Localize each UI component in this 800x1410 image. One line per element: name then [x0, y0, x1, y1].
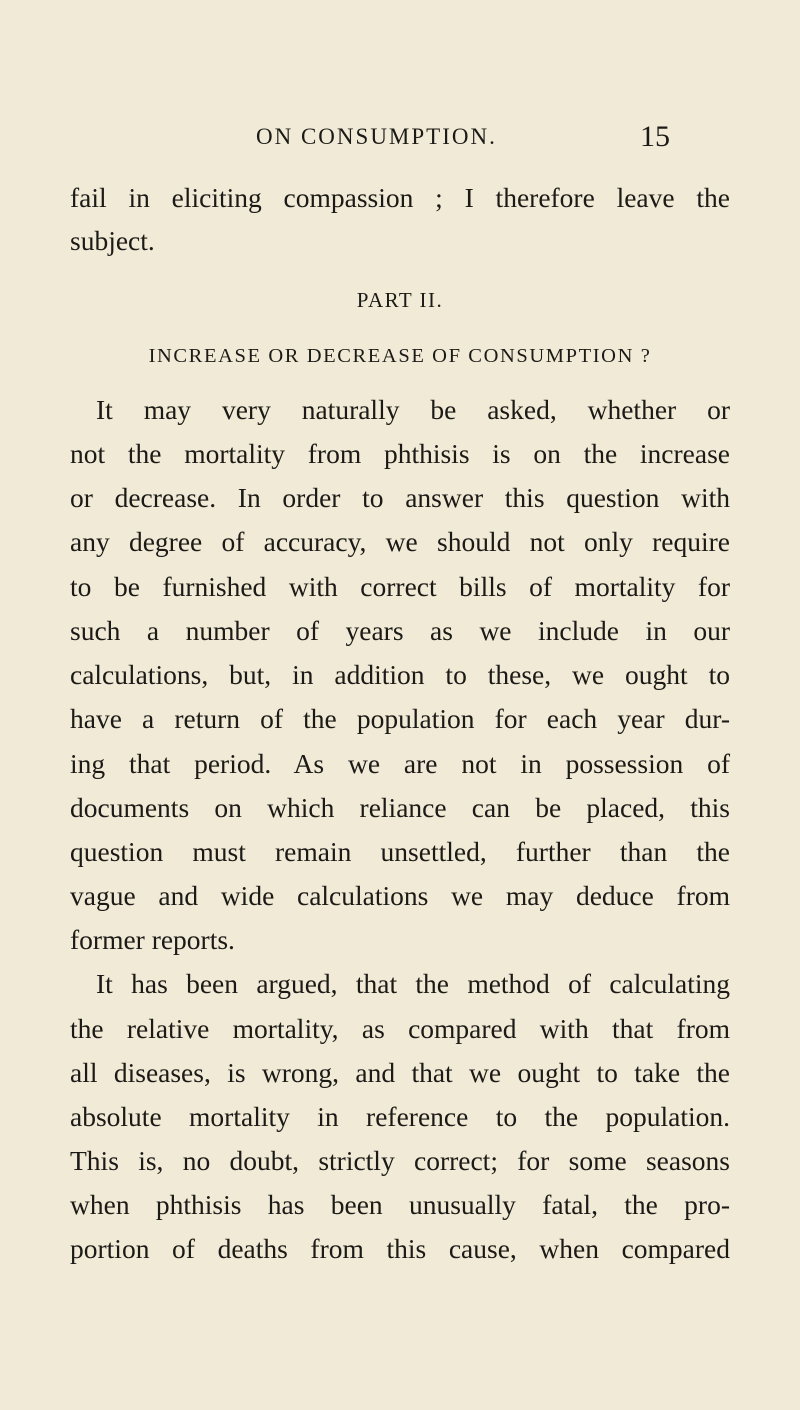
text-line: It has been argued, that the method of calculating — [96, 968, 730, 999]
text-line: not the mortality from phthisis is on the increase — [70, 438, 730, 469]
text-line: documents on which reliance can be placed, this — [70, 792, 730, 823]
text-line: calculations, but, in addition to these, we ought to — [70, 659, 730, 690]
text-line: question must remain unsettled, further than the — [70, 836, 730, 867]
text-line: subject. — [70, 225, 155, 256]
page-number: 15 — [640, 120, 670, 153]
text-line: This is, no doubt, strictly correct; for some seasons — [70, 1145, 730, 1176]
text-line: any degree of accuracy, we should not only require — [70, 526, 730, 557]
part-heading: PART II. — [356, 288, 444, 312]
text-line: when phthisis has been unusually fatal, the pro- — [70, 1189, 730, 1220]
text-line: It may very naturally be asked, whether or — [96, 394, 730, 425]
text-line: absolute mortality in reference to the population. — [70, 1101, 730, 1132]
text-line: portion of deaths from this cause, when compared — [70, 1233, 730, 1264]
running-head — [150, 117, 670, 157]
text-line: vague and wide calculations we may deduce from — [70, 880, 730, 911]
text-line: have a return of the population for each year dur- — [70, 703, 730, 734]
section-heading: INCREASE OR DECREASE OF CONSUMPTION ? — [148, 345, 652, 367]
text-line: such a number of years as we include in our — [70, 615, 730, 646]
text-line: the relative mortality, as compared with that from — [70, 1013, 730, 1044]
text-line: former reports. — [70, 924, 235, 955]
text-line: to be furnished with correct bills of mortality for — [70, 571, 730, 602]
running-head-title: ON CONSUMPTION. — [256, 124, 497, 149]
text-line: ing that period. As we are not in possession of — [70, 748, 730, 779]
text-line: all diseases, is wrong, and that we ought to take the — [70, 1057, 730, 1088]
text-line: fail in eliciting compassion ; I therefore leave the — [70, 182, 730, 213]
text-line: or decrease. In order to answer this question with — [70, 482, 730, 513]
